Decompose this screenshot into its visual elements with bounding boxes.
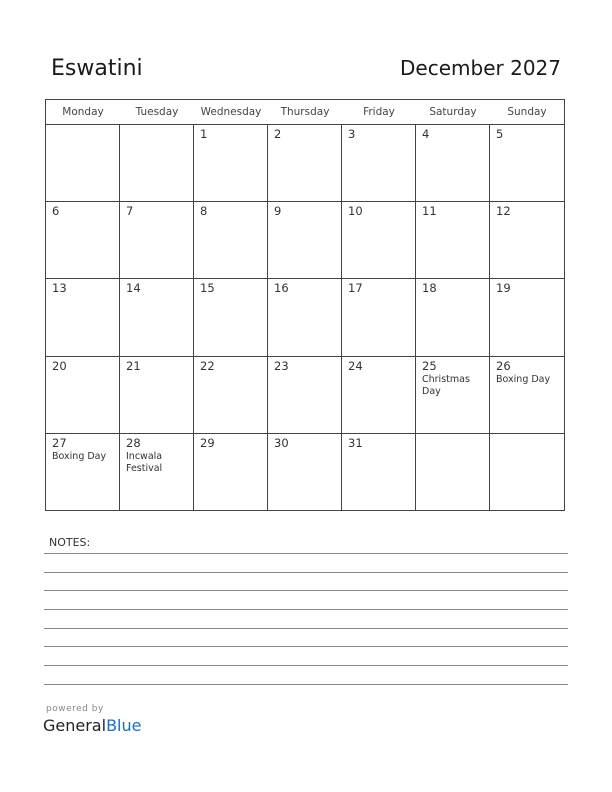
- day-number: 31: [348, 435, 363, 450]
- days-grid: [46, 125, 564, 511]
- day-cell[interactable]: [416, 434, 490, 511]
- day-number: 6: [52, 204, 60, 219]
- day-number: 3: [348, 127, 356, 141]
- day-cell[interactable]: [490, 357, 564, 434]
- day-number: 4: [422, 127, 430, 141]
- day-cell[interactable]: [194, 434, 268, 511]
- day-cell[interactable]: [490, 202, 564, 279]
- day-number: 22: [200, 358, 215, 373]
- weekday-tuesday: Tuesday: [135, 106, 179, 118]
- weekday-sunday: Sunday: [507, 106, 547, 118]
- notes-label: NOTES:: [49, 536, 91, 549]
- weekday-monday: Monday: [62, 106, 104, 118]
- day-cell[interactable]: [46, 434, 120, 511]
- day-number: 27: [52, 435, 67, 450]
- day-number: 15: [200, 281, 215, 296]
- day-cell[interactable]: [342, 434, 416, 511]
- day-number: 17: [348, 281, 363, 296]
- day-cell[interactable]: [490, 279, 564, 356]
- country-title: Eswatini: [51, 56, 143, 81]
- notes-line: [44, 628, 568, 629]
- day-cell[interactable]: [194, 357, 268, 434]
- day-number: 9: [274, 204, 282, 219]
- day-cell[interactable]: [342, 357, 416, 434]
- notes-line: [44, 609, 568, 610]
- notes-line: [44, 572, 568, 573]
- day-cell[interactable]: [268, 125, 342, 202]
- day-number: 30: [274, 435, 289, 450]
- weekday-friday: Friday: [363, 106, 395, 118]
- holiday-label: Christmas Day: [422, 373, 470, 397]
- notes-line: [44, 684, 568, 685]
- holiday-label: Incwala Festival: [126, 450, 163, 474]
- day-cell[interactable]: [416, 357, 490, 434]
- day-cell[interactable]: [342, 202, 416, 279]
- day-cell[interactable]: [46, 202, 120, 279]
- generalblue-logo[interactable]: [43, 716, 141, 735]
- day-cell[interactable]: [416, 279, 490, 356]
- day-cell[interactable]: [194, 125, 268, 202]
- day-number: 26: [496, 358, 511, 373]
- day-cell[interactable]: [120, 202, 194, 279]
- calendar-grid: [45, 99, 565, 511]
- day-cell[interactable]: [120, 357, 194, 434]
- day-number: 24: [348, 358, 363, 373]
- day-number: 14: [126, 281, 141, 296]
- day-number: 2: [274, 127, 282, 141]
- day-cell[interactable]: [268, 202, 342, 279]
- day-number: 16: [274, 281, 289, 296]
- weekday-saturday: Saturday: [429, 106, 477, 118]
- day-number: 1: [200, 127, 208, 141]
- day-cell[interactable]: [268, 279, 342, 356]
- day-number: 19: [496, 281, 511, 296]
- notes-line: [44, 590, 568, 591]
- day-cell[interactable]: [416, 125, 490, 202]
- day-number: 21: [126, 358, 141, 373]
- day-cell[interactable]: [120, 434, 194, 511]
- day-number: 28: [126, 435, 141, 450]
- holiday-label: Boxing Day: [52, 450, 107, 462]
- day-cell[interactable]: [120, 279, 194, 356]
- day-number: 23: [274, 358, 289, 373]
- day-cell[interactable]: [194, 279, 268, 356]
- day-cell[interactable]: [268, 434, 342, 511]
- notes-line: [44, 665, 568, 666]
- notes-line: [44, 553, 568, 554]
- day-cell[interactable]: [46, 279, 120, 356]
- month-year-title: December 2027: [400, 56, 561, 80]
- day-cell[interactable]: [46, 357, 120, 434]
- day-number: 8: [200, 204, 208, 219]
- weekday-thursday: Thursday: [280, 106, 330, 118]
- notes-line: [44, 646, 568, 647]
- day-number: 25: [422, 358, 437, 373]
- day-number: 5: [496, 127, 504, 141]
- day-cell[interactable]: [268, 357, 342, 434]
- powered-by-text: powered by: [46, 704, 104, 714]
- brand-general: General: [43, 716, 107, 735]
- day-cell[interactable]: [342, 125, 416, 202]
- day-number: 18: [422, 281, 437, 296]
- day-cell[interactable]: [416, 202, 490, 279]
- day-number: 20: [52, 358, 67, 373]
- day-number: 11: [422, 204, 437, 219]
- day-cell[interactable]: [342, 279, 416, 356]
- day-number: 7: [126, 204, 134, 219]
- day-number: 12: [496, 204, 511, 219]
- weekday-header: [46, 100, 564, 125]
- day-cell[interactable]: [194, 202, 268, 279]
- weekday-wednesday: Wednesday: [200, 106, 262, 118]
- day-number: 29: [200, 435, 215, 450]
- day-number: 13: [52, 281, 67, 296]
- day-number: 10: [348, 204, 363, 219]
- brand-blue: Blue: [106, 716, 142, 735]
- day-cell[interactable]: [46, 125, 120, 202]
- day-cell[interactable]: [490, 434, 564, 511]
- holiday-label: Boxing Day: [496, 373, 551, 385]
- day-cell[interactable]: [120, 125, 194, 202]
- day-cell[interactable]: [490, 125, 564, 202]
